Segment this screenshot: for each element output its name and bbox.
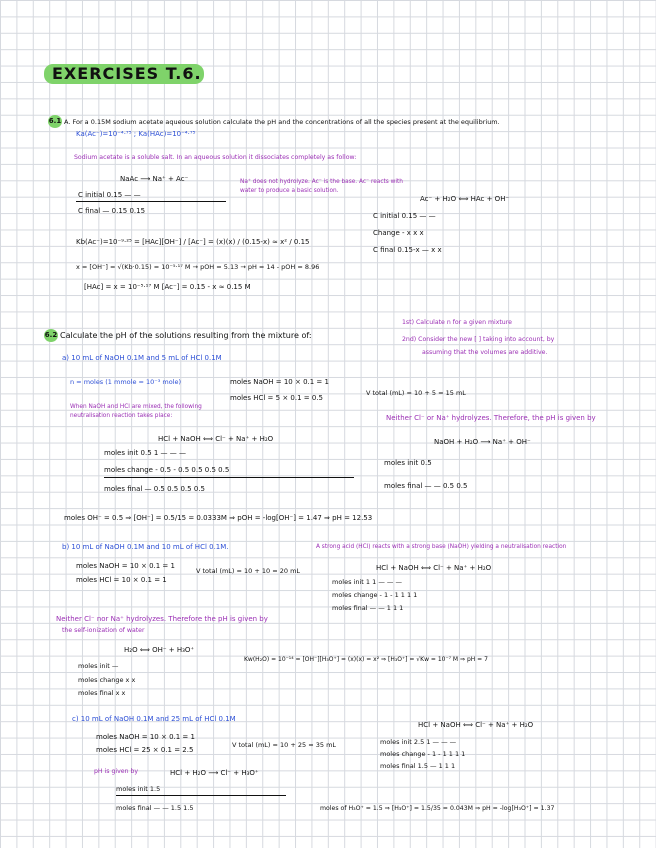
part-a-naoh-row-final: moles final — — 0.5 0.5 [384, 482, 468, 490]
part-b-moles-hcl: moles HCl = 10 × 0.1 = 1 [76, 576, 167, 584]
part-c-hcl-row-init: moles init 1.5 [116, 785, 161, 793]
exercise-6-1-statement: A. For a 0.15M sodium acetate aqueous solution calculate the pH and the concentrations of all the species present at the equilibrium. [64, 118, 500, 126]
part-b-water-row-change: moles change x x [78, 676, 136, 684]
part-c-hcl-row-final: moles final — — 1.5 1.5 [116, 804, 194, 812]
part-b-comment: A strong acid (HCl) reacts with a strong base (NaOH) yielding a neutralisation reaction [316, 544, 567, 550]
dissociation-reaction: NaAc ⟶ Na⁺ + Ac⁻ [120, 175, 189, 183]
part-b-neither-note: Neither Cl⁻ nor Na⁺ hydrolyzes. Therefore the pH is given by [56, 615, 268, 623]
method-step-3: assuming that the volumes are additive. [422, 349, 548, 356]
part-b-row-final: moles final — — 1 1 1 [332, 604, 404, 612]
part-c-row-final: moles final 1.5 — 1 1 1 [380, 762, 456, 770]
part-c-row-change: moles change - 1 - 1 1 1 1 [380, 750, 466, 758]
part-b-moles-naoh: moles NaOH = 10 × 0.1 = 1 [76, 562, 175, 570]
part-b-row-change: moles change - 1 - 1 1 1 1 [332, 591, 418, 599]
method-step-2: 2nd) Consider the new [ ] taking into account, by [402, 336, 555, 343]
hydrolysis-row-final: C final 0.15-x — x x [373, 246, 442, 254]
page-title: EXERCISES T.6. [44, 64, 204, 84]
part-a-reaction: HCl + NaOH ⟺ Cl⁻ + Na⁺ + H₂O [158, 435, 274, 443]
part-c-row-init: moles init 2.5 1 — — — [380, 738, 457, 746]
kb-expression: Kb(Ac⁻)=10⁻⁹·²⁵ = [HAc][OH⁻] / [Ac⁻] = (x)(x) / (0.15-x) ≈ x² / 0.15 [76, 238, 310, 246]
part-a-naoh-reaction: NaOH + H₂O ⟶ Na⁺ + OH⁻ [434, 438, 531, 446]
part-c-label: c) 10 mL of NaOH 0.1M and 25 mL of HCl 0.1M [72, 715, 236, 723]
part-b-water-row-final: moles final x x [78, 689, 126, 697]
part-c-reaction: HCl + NaOH ⟺ Cl⁻ + Na⁺ + H₂O [418, 721, 534, 729]
part-a-total-volume: V total (mL) = 10 + 5 = 15 mL [366, 389, 466, 397]
part-c-result: moles of H₃O⁺ = 1.5 ⇒ [H₃O⁺] = 1.5/35 = 0.043M ⇒ pH = -log[H₃O⁺] = 1.37 [320, 805, 555, 812]
exercise-6-2-badge: 6.2 [44, 329, 58, 342]
exercise-6-1-constants: Ka(Ac⁻)=10⁻⁴·⁷⁵ ; Ka(HAc)=10⁻⁴·⁷⁵ [76, 130, 196, 138]
part-a-label: a) 10 mL of NaOH 0.1M and 5 mL of HCl 0.1M [62, 354, 222, 362]
part-a-moles-hcl: moles HCl = 5 × 0.1 = 0.5 [230, 394, 323, 402]
part-c-moles-naoh: moles NaOH = 10 × 0.1 = 1 [96, 733, 195, 741]
table-divider [76, 201, 226, 202]
hydrolysis-row-change: Change - x x x [373, 229, 424, 237]
dissociation-row-final: C final — 0.15 0.15 [78, 207, 146, 215]
part-a-neutralisation-note: When NaOH and HCl are mixed, the following neutralisation reaction takes place: [70, 404, 202, 419]
part-b-label: b) 10 mL of NaOH 0.1M and 10 mL of HCl 0.1M. [62, 543, 229, 551]
hydrolysis-row-initial: C initial 0.15 — — [373, 212, 436, 220]
part-a-moles-naoh: moles NaOH = 10 × 0.1 = 1 [230, 378, 329, 386]
part-a-naoh-row-init: moles init 0.5 [384, 459, 432, 467]
species-concentrations: [HAc] = x = 10⁻⁵·¹⁷ M [Ac⁻] = 0.15 - x ≈ 0.15 M [84, 283, 251, 291]
part-c-moles-hcl: moles HCl = 25 × 0.1 = 2.5 [96, 746, 194, 754]
exercise-6-2-statement: Calculate the pH of the solutions resulting from the mixture of: [60, 331, 312, 340]
dissociation-row-initial: C initial 0.15 — — [78, 191, 141, 199]
part-a-neither-note: Neither Cl⁻ or Na⁺ hydrolyzes. Therefore, the pH is given by [386, 414, 596, 422]
hydrolysis-reaction: Ac⁻ + H₂O ⟺ HAc + OH⁻ [420, 195, 510, 203]
part-c-ph-given: pH is given by [94, 768, 139, 775]
part-a-row-change: moles change - 0.5 - 0.5 0.5 0.5 0.5 [104, 466, 230, 474]
table-divider [104, 477, 354, 478]
method-step-1: 1st) Calculate n for a given mixture [402, 319, 512, 326]
table-divider [116, 795, 286, 796]
part-a-row-final: moles final — 0.5 0.5 0.5 0.5 [104, 485, 205, 493]
part-b-row-init: moles init 1 1 — — — [332, 578, 402, 586]
part-b-water-row-init: moles init — [78, 662, 119, 670]
part-b-total-volume: V total (mL) = 10 + 10 = 20 mL [196, 567, 301, 575]
part-b-reaction: HCl + NaOH ⟺ Cl⁻ + Na⁺ + H₂O [376, 564, 492, 572]
part-a-result: moles OH⁻ = 0.5 ⇒ [OH⁻] = 0.5/15 = 0.0333M ⇒ pOH = -log[OH⁻] = 1.47 ⇒ pH = 12.53 [64, 514, 373, 522]
part-b-kw-expression: Kw(H₂O) = 10⁻¹⁴ = [OH⁻][H₃O⁺] = (x)(x) = x² ⇒ [H₃O⁺] = √Kw = 10⁻⁷ M ⇒ pH = 7 [244, 656, 488, 663]
exercise-6-1-intro: Sodium acetate is a soluble salt. In an aqueous solution it dissociates completely as follow: [74, 154, 357, 161]
hydrolysis-note: Na⁺ does not hydrolyze. Ac⁻ is the base. Ac⁻ reacts with water to produce a basic solution. [240, 179, 403, 194]
exercise-6-1-badge: 6.1 [48, 115, 62, 128]
part-b-self-ionization: the self-ionization of water [62, 627, 145, 634]
part-c-hcl-reaction: HCl + H₂O ⟶ Cl⁻ + H₃O⁺ [170, 769, 259, 777]
x-calculation: x = [OH⁻] = √(Kb·0.15) = 10⁻⁵·¹⁷ M → pOH = 5.13 → pH = 14 - pOH = 8.96 [76, 263, 320, 271]
part-a-moles-header: n = moles (1 mmole = 10⁻³ mole) [70, 378, 182, 386]
part-c-total-volume: V total (mL) = 10 + 25 = 35 mL [232, 741, 337, 749]
part-a-row-init: moles init 0.5 1 — — — [104, 449, 187, 457]
part-b-water-reaction: H₂O ⟺ OH⁻ + H₃O⁺ [124, 646, 195, 654]
